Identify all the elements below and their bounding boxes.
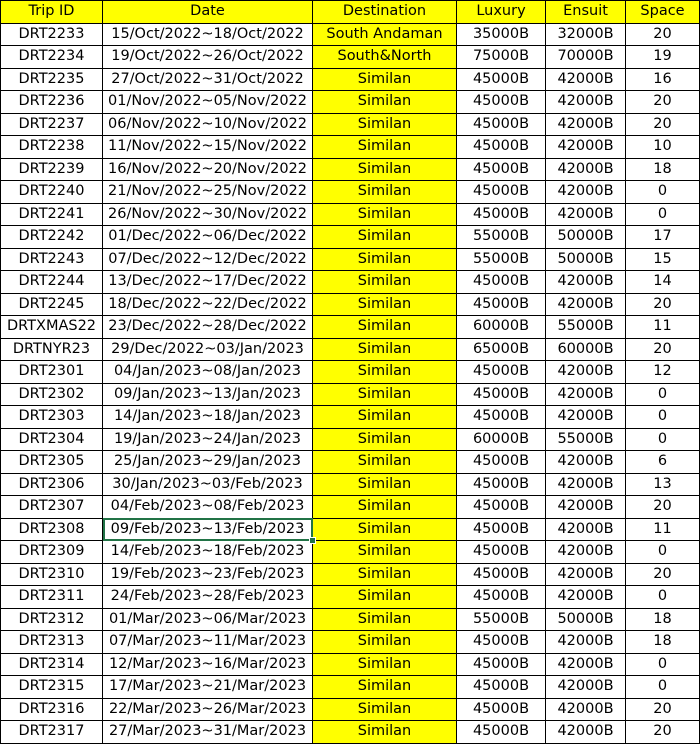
date-cell[interactable]: 27/Mar/2023~31/Mar/2023 <box>103 721 313 744</box>
space-cell[interactable]: 0 <box>626 203 700 226</box>
trip-id-cell[interactable]: DRT2241 <box>1 203 103 226</box>
table-row <box>1 608 700 631</box>
table-row <box>1 428 700 451</box>
table-row <box>1 293 700 316</box>
destination-cell[interactable]: Similan <box>313 473 457 496</box>
header-row <box>1 1 700 24</box>
trip-id-cell[interactable]: DRT2317 <box>1 721 103 744</box>
ensuit-price-cell[interactable]: 42000B <box>546 676 626 699</box>
date-cell[interactable]: 14/Feb/2023~18/Feb/2023 <box>103 541 313 564</box>
trip-id-cell[interactable]: DRT2307 <box>1 496 103 519</box>
date-cell[interactable]: 30/Jan/2023~03/Feb/2023 <box>103 473 313 496</box>
trip-id-cell[interactable]: DRT2236 <box>1 91 103 114</box>
space-cell[interactable]: 0 <box>626 428 700 451</box>
space-cell[interactable]: 20 <box>626 338 700 361</box>
ensuit-price-cell[interactable]: 42000B <box>546 406 626 429</box>
trip-id-cell[interactable]: DRT2243 <box>1 248 103 271</box>
table-row <box>1 383 700 406</box>
luxury-price-cell[interactable]: 45000B <box>457 113 546 136</box>
destination-cell[interactable]: Similan <box>313 631 457 654</box>
trip-id-cell[interactable]: DRT2312 <box>1 608 103 631</box>
header-destination[interactable]: Destination <box>313 1 457 24</box>
ensuit-price-cell[interactable]: 60000B <box>546 338 626 361</box>
trip-id-cell[interactable]: DRT2242 <box>1 226 103 249</box>
luxury-price-cell[interactable]: 45000B <box>457 181 546 204</box>
date-cell[interactable]: 12/Mar/2023~16/Mar/2023 <box>103 653 313 676</box>
space-cell[interactable]: 20 <box>626 698 700 721</box>
luxury-price-cell[interactable]: 45000B <box>457 293 546 316</box>
table-row <box>1 91 700 114</box>
ensuit-price-cell[interactable]: 42000B <box>546 473 626 496</box>
luxury-price-cell[interactable]: 45000B <box>457 473 546 496</box>
date-cell[interactable]: 29/Dec/2022~03/Jan/2023 <box>103 338 313 361</box>
ensuit-price-cell[interactable]: 70000B <box>546 46 626 69</box>
date-cell[interactable]: 07/Dec/2022~12/Dec/2022 <box>103 248 313 271</box>
space-cell[interactable]: 18 <box>626 158 700 181</box>
ensuit-price-cell[interactable]: 42000B <box>546 136 626 159</box>
date-cell[interactable]: 23/Dec/2022~28/Dec/2022 <box>103 316 313 339</box>
header-ensuit[interactable]: Ensuit <box>546 1 626 24</box>
space-cell[interactable]: 11 <box>626 518 700 541</box>
space-cell[interactable]: 0 <box>626 541 700 564</box>
ensuit-price-cell[interactable]: 42000B <box>546 721 626 744</box>
trip-id-cell[interactable]: DRT2304 <box>1 428 103 451</box>
trip-id-cell[interactable]: DRT2245 <box>1 293 103 316</box>
destination-cell[interactable]: Similan <box>313 586 457 609</box>
header-date[interactable]: Date <box>103 1 313 24</box>
space-cell[interactable]: 20 <box>626 721 700 744</box>
destination-cell[interactable]: Similan <box>313 721 457 744</box>
table-row <box>1 181 700 204</box>
ensuit-price-cell[interactable]: 42000B <box>546 113 626 136</box>
luxury-price-cell[interactable]: 45000B <box>457 158 546 181</box>
luxury-price-cell[interactable]: 55000B <box>457 226 546 249</box>
luxury-price-cell[interactable]: 45000B <box>457 203 546 226</box>
table-row <box>1 496 700 519</box>
luxury-price-cell[interactable]: 55000B <box>457 608 546 631</box>
space-cell[interactable]: 10 <box>626 136 700 159</box>
table-row <box>1 338 700 361</box>
space-cell[interactable]: 0 <box>626 383 700 406</box>
space-cell[interactable]: 0 <box>626 586 700 609</box>
date-cell[interactable]: 19/Oct/2022~26/Oct/2022 <box>103 46 313 69</box>
destination-cell[interactable]: Similan <box>313 518 457 541</box>
ensuit-price-cell[interactable]: 42000B <box>546 631 626 654</box>
destination-cell[interactable]: South&North <box>313 46 457 69</box>
table-row <box>1 361 700 384</box>
luxury-price-cell[interactable]: 45000B <box>457 518 546 541</box>
table-row <box>1 563 700 586</box>
table-row <box>1 406 700 429</box>
trip-id-cell[interactable]: DRT2306 <box>1 473 103 496</box>
table-row <box>1 721 700 744</box>
table-row <box>1 653 700 676</box>
table-row <box>1 451 700 474</box>
table-row <box>1 23 700 46</box>
luxury-price-cell[interactable]: 45000B <box>457 631 546 654</box>
date-cell[interactable]: 15/Oct/2022~18/Oct/2022 <box>103 23 313 46</box>
date-cell[interactable]: 25/Jan/2023~29/Jan/2023 <box>103 451 313 474</box>
luxury-price-cell[interactable]: 45000B <box>457 91 546 114</box>
destination-cell[interactable]: Similan <box>313 91 457 114</box>
destination-cell[interactable]: Similan <box>313 316 457 339</box>
space-cell[interactable]: 19 <box>626 46 700 69</box>
destination-cell[interactable]: Similan <box>313 361 457 384</box>
table-row <box>1 248 700 271</box>
date-cell[interactable]: 01/Dec/2022~06/Dec/2022 <box>103 226 313 249</box>
date-cell[interactable]: 11/Nov/2022~15/Nov/2022 <box>103 136 313 159</box>
destination-cell[interactable]: Similan <box>313 428 457 451</box>
table-row <box>1 631 700 654</box>
destination-cell[interactable]: Similan <box>313 68 457 91</box>
space-cell[interactable]: 11 <box>626 316 700 339</box>
destination-cell[interactable]: Similan <box>313 136 457 159</box>
trip-id-cell[interactable]: DRT2234 <box>1 46 103 69</box>
trip-id-cell[interactable]: DRTNYR23 <box>1 338 103 361</box>
table-row <box>1 698 700 721</box>
destination-cell[interactable]: Similan <box>313 181 457 204</box>
trip-id-cell[interactable]: DRT2309 <box>1 541 103 564</box>
luxury-price-cell[interactable]: 45000B <box>457 361 546 384</box>
trip-id-cell[interactable]: DRT2303 <box>1 406 103 429</box>
trip-id-cell[interactable]: DRT2314 <box>1 653 103 676</box>
luxury-price-cell[interactable]: 45000B <box>457 721 546 744</box>
luxury-price-cell[interactable]: 60000B <box>457 316 546 339</box>
ensuit-price-cell[interactable]: 42000B <box>546 653 626 676</box>
space-cell[interactable]: 14 <box>626 271 700 294</box>
destination-cell[interactable]: Similan <box>313 676 457 699</box>
trip-id-cell[interactable]: DRT2308 <box>1 518 103 541</box>
trip-id-cell[interactable]: DRT2315 <box>1 676 103 699</box>
ensuit-price-cell[interactable]: 42000B <box>546 271 626 294</box>
space-cell[interactable]: 17 <box>626 226 700 249</box>
table-row <box>1 136 700 159</box>
luxury-price-cell[interactable]: 75000B <box>457 46 546 69</box>
ensuit-price-cell[interactable]: 42000B <box>546 158 626 181</box>
space-cell[interactable]: 0 <box>626 181 700 204</box>
destination-cell[interactable]: Similan <box>313 338 457 361</box>
table-row <box>1 46 700 69</box>
luxury-price-cell[interactable]: 55000B <box>457 248 546 271</box>
table-row <box>1 271 700 294</box>
ensuit-price-cell[interactable]: 32000B <box>546 23 626 46</box>
trip-id-cell[interactable]: DRT2302 <box>1 383 103 406</box>
table-row <box>1 518 700 541</box>
destination-cell[interactable]: Similan <box>313 563 457 586</box>
table-row <box>1 68 700 91</box>
ensuit-price-cell[interactable]: 42000B <box>546 203 626 226</box>
ensuit-price-cell[interactable]: 55000B <box>546 316 626 339</box>
destination-cell[interactable]: Similan <box>313 653 457 676</box>
luxury-price-cell[interactable]: 60000B <box>457 428 546 451</box>
trip-id-cell[interactable]: DRT2238 <box>1 136 103 159</box>
date-cell[interactable]: 04/Jan/2023~08/Jan/2023 <box>103 361 313 384</box>
space-cell[interactable]: 20 <box>626 23 700 46</box>
space-cell[interactable]: 16 <box>626 68 700 91</box>
table-row <box>1 676 700 699</box>
ensuit-price-cell[interactable]: 42000B <box>546 698 626 721</box>
trip-id-cell[interactable]: DRTXMAS22 <box>1 316 103 339</box>
space-cell[interactable]: 12 <box>626 361 700 384</box>
ensuit-price-cell[interactable]: 42000B <box>546 293 626 316</box>
luxury-price-cell[interactable]: 45000B <box>457 541 546 564</box>
header-space[interactable]: Space <box>626 1 700 24</box>
trip-id-cell[interactable]: DRT2240 <box>1 181 103 204</box>
space-cell[interactable]: 20 <box>626 91 700 114</box>
destination-cell[interactable]: Similan <box>313 293 457 316</box>
trip-id-cell[interactable]: DRT2313 <box>1 631 103 654</box>
destination-cell[interactable]: Similan <box>313 248 457 271</box>
table-row <box>1 473 700 496</box>
date-cell[interactable]: 16/Nov/2022~20/Nov/2022 <box>103 158 313 181</box>
trip-id-cell[interactable]: DRT2311 <box>1 586 103 609</box>
destination-cell[interactable]: Similan <box>313 271 457 294</box>
space-cell[interactable]: 20 <box>626 113 700 136</box>
ensuit-price-cell[interactable]: 42000B <box>546 181 626 204</box>
luxury-price-cell[interactable]: 45000B <box>457 383 546 406</box>
ensuit-price-cell[interactable]: 55000B <box>546 428 626 451</box>
date-cell[interactable]: 01/Nov/2022~05/Nov/2022 <box>103 91 313 114</box>
trip-id-cell[interactable]: DRT2301 <box>1 361 103 384</box>
ensuit-price-cell[interactable]: 42000B <box>546 68 626 91</box>
table-row <box>1 226 700 249</box>
space-cell[interactable]: 13 <box>626 473 700 496</box>
luxury-price-cell[interactable]: 45000B <box>457 271 546 294</box>
ensuit-price-cell[interactable]: 50000B <box>546 226 626 249</box>
luxury-price-cell[interactable]: 45000B <box>457 406 546 429</box>
luxury-price-cell[interactable]: 45000B <box>457 136 546 159</box>
table-row <box>1 203 700 226</box>
space-cell[interactable]: 6 <box>626 451 700 474</box>
space-cell[interactable]: 20 <box>626 293 700 316</box>
date-cell[interactable]: 13/Dec/2022~17/Dec/2022 <box>103 271 313 294</box>
destination-cell[interactable]: Similan <box>313 698 457 721</box>
luxury-price-cell[interactable]: 45000B <box>457 653 546 676</box>
space-cell[interactable]: 18 <box>626 631 700 654</box>
trip-id-cell[interactable]: DRT2244 <box>1 271 103 294</box>
destination-cell[interactable]: Similan <box>313 158 457 181</box>
destination-cell[interactable]: Similan <box>313 226 457 249</box>
trip-id-cell[interactable]: DRT2316 <box>1 698 103 721</box>
table-row <box>1 113 700 136</box>
trip-id-cell[interactable]: DRT2235 <box>1 68 103 91</box>
date-cell[interactable]: 14/Jan/2023~18/Jan/2023 <box>103 406 313 429</box>
destination-cell[interactable]: Similan <box>313 451 457 474</box>
ensuit-price-cell[interactable]: 42000B <box>546 563 626 586</box>
date-cell[interactable]: 06/Nov/2022~10/Nov/2022 <box>103 113 313 136</box>
date-cell[interactable]: 07/Mar/2023~11/Mar/2023 <box>103 631 313 654</box>
table-row <box>1 586 700 609</box>
luxury-price-cell[interactable]: 65000B <box>457 338 546 361</box>
luxury-price-cell[interactable]: 45000B <box>457 496 546 519</box>
ensuit-price-cell[interactable]: 42000B <box>546 91 626 114</box>
destination-cell[interactable]: Similan <box>313 406 457 429</box>
date-cell[interactable]: 01/Mar/2023~06/Mar/2023 <box>103 608 313 631</box>
destination-cell[interactable]: Similan <box>313 541 457 564</box>
date-cell[interactable]: 04/Feb/2023~08/Feb/2023 <box>103 496 313 519</box>
trip-rows <box>1 23 700 743</box>
date-cell[interactable]: 09/Jan/2023~13/Jan/2023 <box>103 383 313 406</box>
table-row <box>1 541 700 564</box>
luxury-price-cell[interactable]: 45000B <box>457 698 546 721</box>
ensuit-price-cell[interactable]: 42000B <box>546 383 626 406</box>
destination-cell[interactable]: Similan <box>313 608 457 631</box>
date-cell[interactable]: 21/Nov/2022~25/Nov/2022 <box>103 181 313 204</box>
luxury-price-cell[interactable]: 45000B <box>457 563 546 586</box>
ensuit-price-cell[interactable]: 42000B <box>546 361 626 384</box>
luxury-price-cell[interactable]: 45000B <box>457 676 546 699</box>
trip-id-cell[interactable]: DRT2233 <box>1 23 103 46</box>
ensuit-price-cell[interactable]: 50000B <box>546 608 626 631</box>
trip-id-cell[interactable]: DRT2239 <box>1 158 103 181</box>
luxury-price-cell[interactable]: 35000B <box>457 23 546 46</box>
table-row <box>1 316 700 339</box>
luxury-price-cell[interactable]: 45000B <box>457 68 546 91</box>
space-cell[interactable]: 0 <box>626 653 700 676</box>
destination-cell[interactable]: Similan <box>313 496 457 519</box>
space-cell[interactable]: 20 <box>626 496 700 519</box>
destination-cell[interactable]: Similan <box>313 203 457 226</box>
space-cell[interactable]: 0 <box>626 676 700 699</box>
space-cell[interactable]: 20 <box>626 563 700 586</box>
ensuit-price-cell[interactable]: 42000B <box>546 518 626 541</box>
ensuit-price-cell[interactable]: 42000B <box>546 586 626 609</box>
ensuit-price-cell[interactable]: 42000B <box>546 541 626 564</box>
destination-cell[interactable]: Similan <box>313 113 457 136</box>
ensuit-price-cell[interactable]: 42000B <box>546 451 626 474</box>
space-cell[interactable]: 18 <box>626 608 700 631</box>
header-luxury[interactable]: Luxury <box>457 1 546 24</box>
date-cell[interactable]: 27/Oct/2022~31/Oct/2022 <box>103 68 313 91</box>
luxury-price-cell[interactable]: 45000B <box>457 586 546 609</box>
date-cell[interactable]: 26/Nov/2022~30/Nov/2022 <box>103 203 313 226</box>
luxury-price-cell[interactable]: 45000B <box>457 451 546 474</box>
date-cell[interactable]: 17/Mar/2023~21/Mar/2023 <box>103 676 313 699</box>
table-row <box>1 158 700 181</box>
space-cell[interactable]: 0 <box>626 406 700 429</box>
fill-handle[interactable] <box>309 537 316 544</box>
trip-id-cell[interactable]: DRT2310 <box>1 563 103 586</box>
space-cell[interactable]: 15 <box>626 248 700 271</box>
date-cell[interactable]: 24/Feb/2023~28/Feb/2023 <box>103 586 313 609</box>
date-cell[interactable]: 22/Mar/2023~26/Mar/2023 <box>103 698 313 721</box>
destination-cell[interactable]: Similan <box>313 383 457 406</box>
destination-cell[interactable]: South Andaman <box>313 23 457 46</box>
date-cell[interactable]: 09/Feb/2023~13/Feb/2023 <box>103 518 313 541</box>
ensuit-price-cell[interactable]: 50000B <box>546 248 626 271</box>
trip-id-cell[interactable]: DRT2305 <box>1 451 103 474</box>
date-cell[interactable]: 19/Jan/2023~24/Jan/2023 <box>103 428 313 451</box>
ensuit-price-cell[interactable]: 42000B <box>546 496 626 519</box>
date-cell[interactable]: 19/Feb/2023~23/Feb/2023 <box>103 563 313 586</box>
header-trip-id[interactable]: Trip ID <box>1 1 103 24</box>
date-cell[interactable]: 18/Dec/2022~22/Dec/2022 <box>103 293 313 316</box>
trip-id-cell[interactable]: DRT2237 <box>1 113 103 136</box>
